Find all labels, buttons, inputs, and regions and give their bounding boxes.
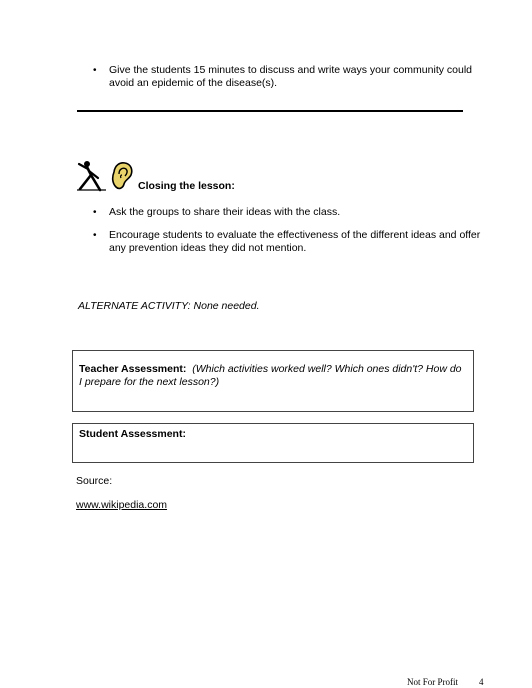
footer-text: Not For Profit <box>407 677 459 687</box>
teacher-assessment-content <box>79 363 467 389</box>
bullet-text: Give the students 15 minutes to discuss and write ways your community could avoid an epidemic of the disease(s). <box>109 64 472 89</box>
closing-icons <box>76 160 136 192</box>
list-item <box>94 64 494 92</box>
source-label: Source: <box>76 475 113 487</box>
bullet-marker: • <box>93 65 97 76</box>
ear-icon <box>110 160 134 192</box>
bullet-marker: • <box>93 230 97 241</box>
exercise-figure-icon <box>76 160 108 192</box>
bullet-text: Ask the groups to share their ideas with the class. <box>109 206 341 218</box>
closing-heading: Closing the lesson: <box>138 180 235 192</box>
list-item <box>94 206 494 220</box>
bullet-marker: • <box>93 207 97 218</box>
alternate-activity: ALTERNATE ACTIVITY: None needed. <box>78 300 260 312</box>
list-item <box>94 229 494 257</box>
page-number: 4 <box>479 677 484 687</box>
student-assessment-content <box>79 428 467 441</box>
teacher-assessment-label: Teacher Assessment: <box>79 363 187 375</box>
teacher-assessment-prompt: (Which activities worked well? Which ones didn't? How do I prepare for the next lesson?) <box>79 363 462 388</box>
source-link[interactable]: www.wikipedia.com <box>76 499 168 511</box>
bullet-text: Encourage students to evaluate the effectiveness of the different ideas and offer any prevention ideas they did not mention. <box>109 229 481 254</box>
section-divider <box>77 110 463 112</box>
student-assessment-label: Student Assessment: <box>79 428 186 440</box>
teacher-assessment-box <box>72 350 474 412</box>
student-assessment-box <box>72 423 474 463</box>
